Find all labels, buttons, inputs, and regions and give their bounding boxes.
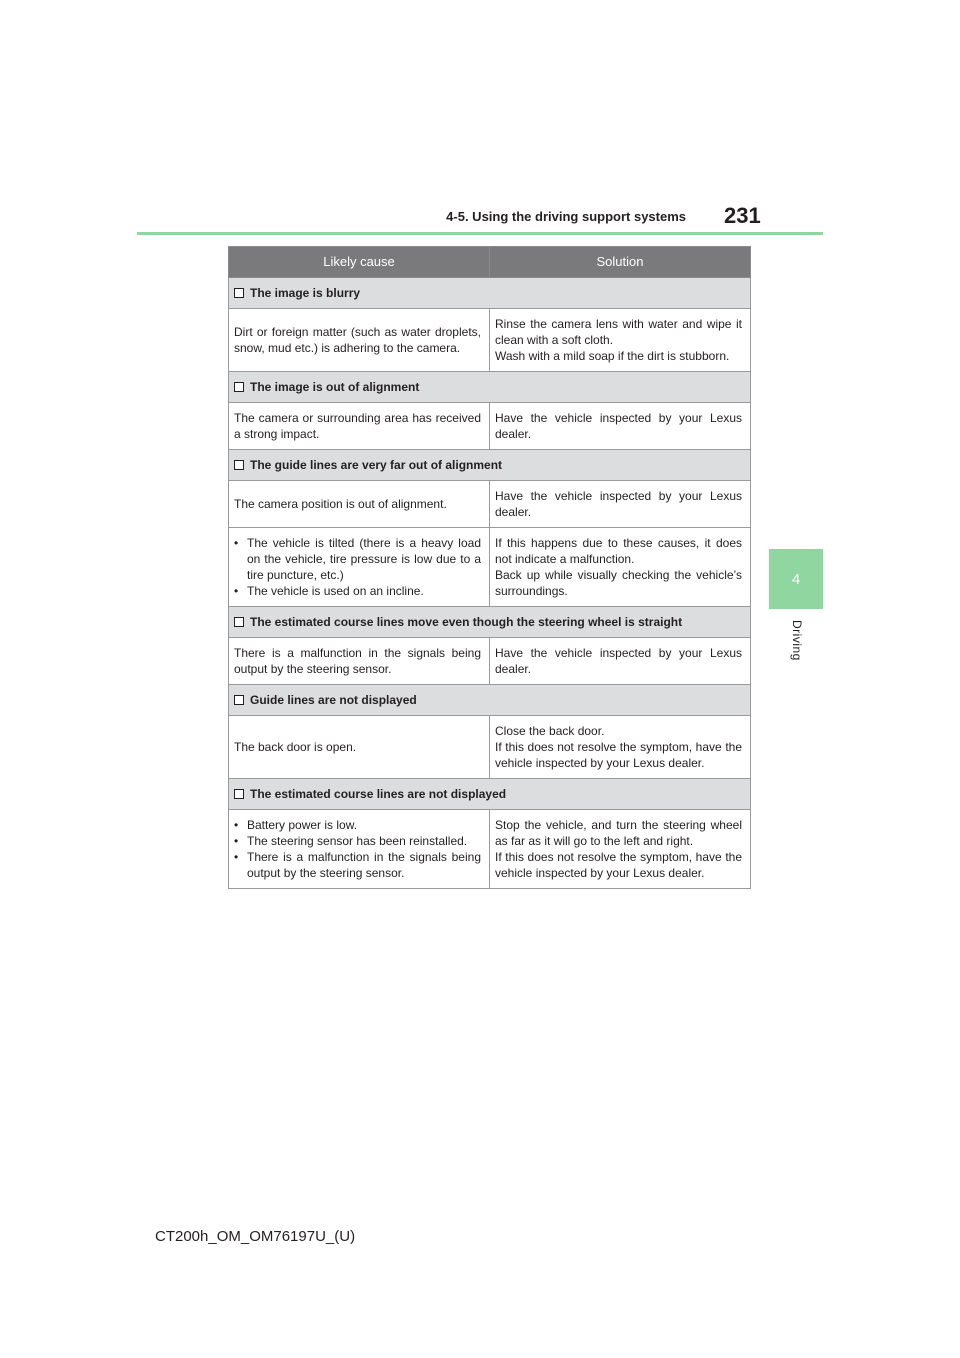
document-code: CT200h_OM_OM76197U_(U) (155, 1228, 356, 1245)
cause-text: The back door is open. (234, 740, 357, 754)
table-row (229, 481, 751, 528)
solution-cell (490, 309, 751, 372)
header-rule (137, 232, 823, 235)
cause-cell (229, 528, 490, 607)
section-cell (229, 372, 751, 403)
cause-cell (229, 638, 490, 685)
solution-cell (490, 481, 751, 528)
section-title: The estimated course lines move even though the steering wheel is straight (250, 615, 683, 629)
section-cell (229, 607, 751, 638)
section-cell (229, 450, 751, 481)
solution-text: If this happens due to these causes, it does not indicate a malfunction. (495, 536, 742, 566)
section-title: The estimated course lines are not displayed (250, 787, 507, 801)
checkbox-icon (234, 695, 244, 705)
cause-cell (229, 810, 490, 889)
solution-text: Stop the vehicle, and turn the steering wheel as far as it will go to the left and right. (495, 818, 742, 848)
solution-cell (490, 638, 751, 685)
section-cell (229, 685, 751, 716)
section-title: 4-5. Using the driving support systems (446, 209, 686, 224)
cause-cell (229, 481, 490, 528)
section-title: The guide lines are very far out of alignment (250, 458, 503, 472)
solution-text: Have the vehicle inspected by your Lexus dealer. (495, 411, 742, 441)
solution-text: If this does not resolve the symptom, have the vehicle inspected by your Lexus dealer. (495, 740, 742, 770)
checkbox-icon (234, 382, 244, 392)
cause-cell (229, 716, 490, 779)
bullet-item: • The steering sensor has been reinstalled. (234, 833, 481, 849)
solution-cell (490, 810, 751, 889)
section-title: The image is out of alignment (250, 380, 420, 394)
section-row (229, 779, 751, 810)
troubleshooting-table (228, 246, 751, 889)
cause-bullet-list (234, 817, 481, 881)
bullet-item: • There is a malfunction in the signals being output by the steering sensor. (234, 849, 481, 881)
section-row (229, 450, 751, 481)
section-row (229, 685, 751, 716)
section-row (229, 372, 751, 403)
table-row (229, 810, 751, 889)
solution-cell (490, 716, 751, 779)
solution-text: Rinse the camera lens with water and wipe it clean with a soft cloth. (495, 317, 742, 347)
bullet-item: • The vehicle is used on an incline. (234, 583, 481, 599)
solution-text: Wash with a mild soap if the dirt is stubborn. (495, 349, 730, 363)
cause-text: The camera or surrounding area has received a strong impact. (234, 411, 481, 441)
bullet-item: • The vehicle is tilted (there is a heavy load on the vehicle, tire pressure is low due to a tire puncture, etc.) (234, 535, 481, 583)
solution-text: Have the vehicle inspected by your Lexus dealer. (495, 646, 742, 676)
solution-text: If this does not resolve the symptom, have the vehicle inspected by your Lexus dealer. (495, 850, 742, 880)
chapter-tab (769, 549, 823, 609)
cause-cell (229, 403, 490, 450)
section-cell (229, 278, 751, 309)
table-row (229, 716, 751, 779)
cause-text: The camera position is out of alignment. (234, 497, 447, 511)
section-title: Guide lines are not displayed (250, 693, 417, 707)
table-row (229, 403, 751, 450)
checkbox-icon (234, 789, 244, 799)
bullet-item: • Battery power is low. (234, 817, 481, 833)
section-title: The image is blurry (250, 286, 361, 300)
cause-bullet-list (234, 535, 481, 599)
solution-text: Back up while visually checking the vehicle’s surroundings. (495, 568, 742, 598)
section-row (229, 607, 751, 638)
column-header-cause: Likely cause (229, 247, 490, 278)
chapter-number: 4 (791, 570, 801, 588)
table-header-row (229, 247, 751, 278)
section-cell (229, 779, 751, 810)
column-header-solution: Solution (490, 247, 751, 278)
checkbox-icon (234, 617, 244, 627)
checkbox-icon (234, 288, 244, 298)
table-row (229, 528, 751, 607)
page-number: 231 (724, 203, 761, 228)
table-row (229, 638, 751, 685)
table-row (229, 309, 751, 372)
chapter-label: Driving (790, 620, 804, 661)
section-row (229, 278, 751, 309)
cause-text: Dirt or foreign matter (such as water droplets, snow, mud etc.) is adhering to the camera. (234, 325, 481, 355)
solution-cell (490, 528, 751, 607)
cause-cell (229, 309, 490, 372)
solution-text: Close the back door. (495, 724, 605, 738)
cause-text: There is a malfunction in the signals being output by the steering sensor. (234, 646, 481, 676)
solution-cell (490, 403, 751, 450)
solution-text: Have the vehicle inspected by your Lexus dealer. (495, 489, 742, 519)
checkbox-icon (234, 460, 244, 470)
